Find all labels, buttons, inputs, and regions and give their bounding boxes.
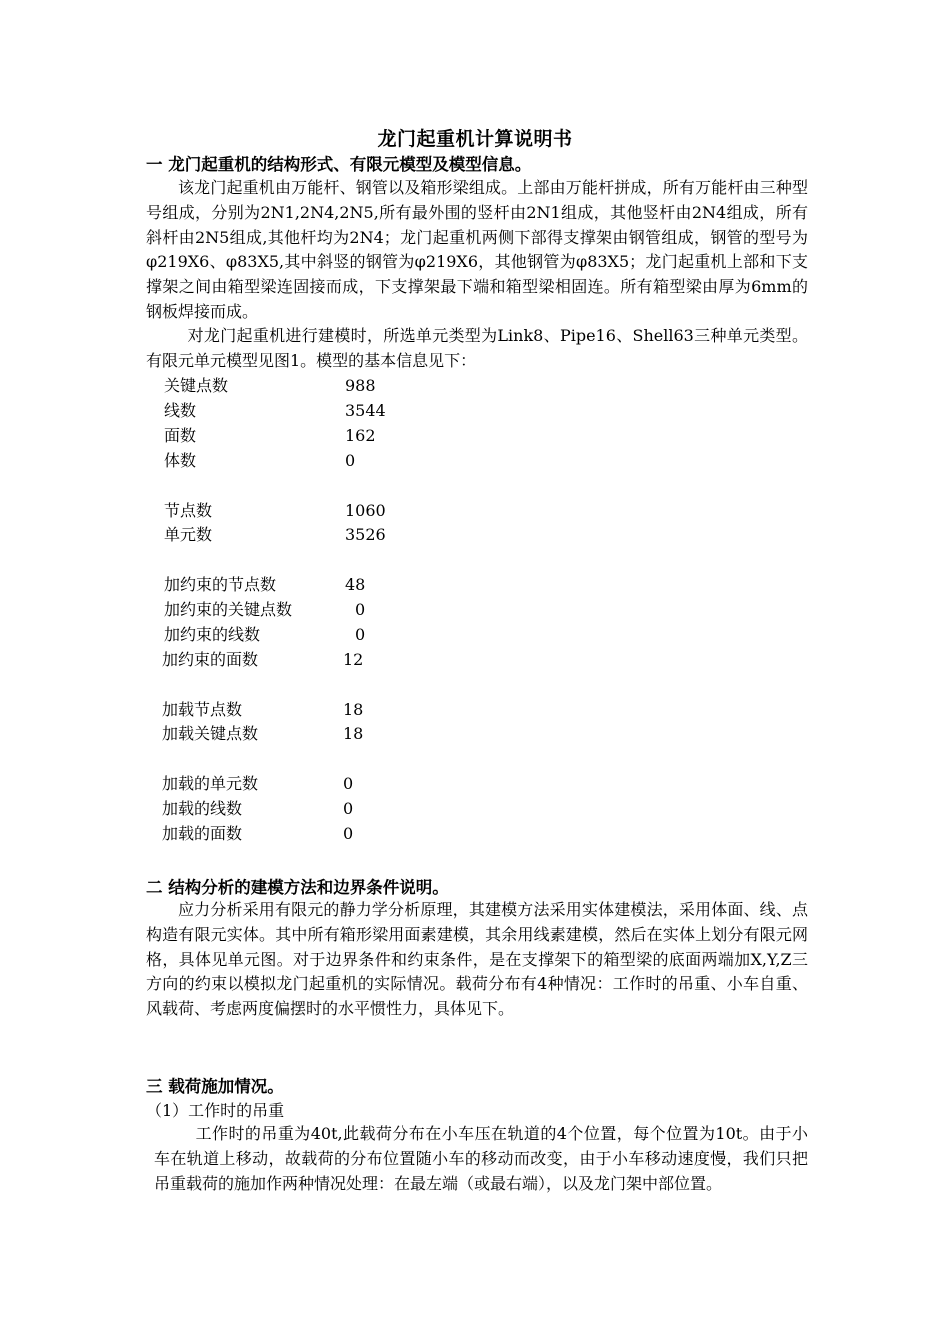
- stat-label: 单元数: [164, 525, 213, 544]
- stat-value: 0: [343, 824, 354, 843]
- stat-label: 加载节点数: [162, 700, 243, 719]
- section2-paragraph-1: 应力分析采用有限元的静力学分析原理，其建模方法采用实体建模法，采用体面、线、点构造有限元实体。其中所有箱形梁用面素建模，其余用线素建模，然后在实体上划分有限元网格，具体见单元图。对于边界条件和约束条件，是在支撑架下的箱型梁的底面两端加X,Y,Z三方向的约束以模拟龙门起重机的实际情况。载荷分布有4种情况：工作时的吊重、小车自重、风载荷、考虑两度偏摆时的水平惯性力，具体见下。: [146, 900, 808, 1019]
- stat-label: 加约束的节点数: [164, 575, 277, 594]
- stat-value: 1060: [345, 501, 386, 520]
- stat-label: 加载的单元数: [162, 774, 259, 793]
- stat-value: 0: [343, 799, 354, 818]
- stat-label: 加载的面数: [162, 824, 243, 843]
- document-title: 龙门起重机计算说明书: [377, 128, 573, 150]
- stat-label: 关键点数: [164, 376, 229, 395]
- stat-label: 加约束的关键点数: [164, 600, 293, 619]
- stat-value: 988: [345, 376, 376, 395]
- stat-value: 3526: [345, 525, 386, 544]
- stat-label: 面数: [164, 426, 197, 445]
- stat-label: 节点数: [164, 501, 213, 520]
- stat-label: 加载关键点数: [162, 724, 259, 743]
- section2-heading: 二 结构分析的建模方法和边界条件说明。: [146, 878, 449, 897]
- section3-subheading-1: （1）工作时的吊重: [146, 1101, 285, 1120]
- stat-value: 0: [355, 625, 366, 644]
- stat-label: 加约束的线数: [164, 625, 261, 644]
- stat-value: 0: [345, 451, 356, 470]
- section3-heading: 三 载荷施加情况。: [146, 1077, 284, 1096]
- stat-label: 体数: [164, 451, 197, 470]
- stat-label: 加载的线数: [162, 799, 243, 818]
- stat-value: 18: [343, 724, 364, 743]
- section3-paragraph-1: 工作时的吊重为40t,此载荷分布在小车压在轨道的4个位置，每个位置为10t。由于小车在轨道上移动，故载荷的分布位置随小车的移动而改变，由于小车移动速度慢，我们只把吊重载荷的施加作两种情况处理：在最左端（或最右端），以及龙门架中部位置。: [154, 1124, 808, 1193]
- section1-paragraph-2: 对龙门起重机进行建模时，所选单元类型为Link8、Pipe16、Shell63三种单元类型。有限元单元模型见图1。模型的基本信息见下：: [146, 326, 808, 370]
- section1-heading: 一 龙门起重机的结构形式、有限元模型及模型信息。: [146, 155, 532, 174]
- stat-value: 0: [343, 774, 354, 793]
- stat-value: 162: [345, 426, 376, 445]
- section1-paragraph-1: 该龙门起重机由万能杆、钢管以及箱形梁组成。上部由万能杆拼成，所有万能杆由三种型号组成，分别为2N1,2N4,2N5,所有最外围的竖杆由2N1组成，其他竖杆由2N4组成，所有斜杆由2N5组成,其他杆均为2N4；龙门起重机两侧下部得支撑架由钢管组成，钢管的型号为φ219X6、φ83X5,其中斜竖的钢管为φ219X6，其他钢管为φ83X5；龙门起重机上部和下支撑架之间由箱型梁连固接而成，下支撑架最下端和箱型梁相固连。所有箱型梁由厚为6mm的钢板焊接而成。: [146, 178, 808, 321]
- stat-value: 0: [355, 600, 366, 619]
- stat-label: 线数: [164, 401, 197, 420]
- stat-value: 48: [345, 575, 366, 594]
- stat-value: 3544: [345, 401, 386, 420]
- stat-value: 12: [343, 650, 364, 669]
- stat-label: 加约束的面数: [162, 650, 259, 669]
- stat-value: 18: [343, 700, 364, 719]
